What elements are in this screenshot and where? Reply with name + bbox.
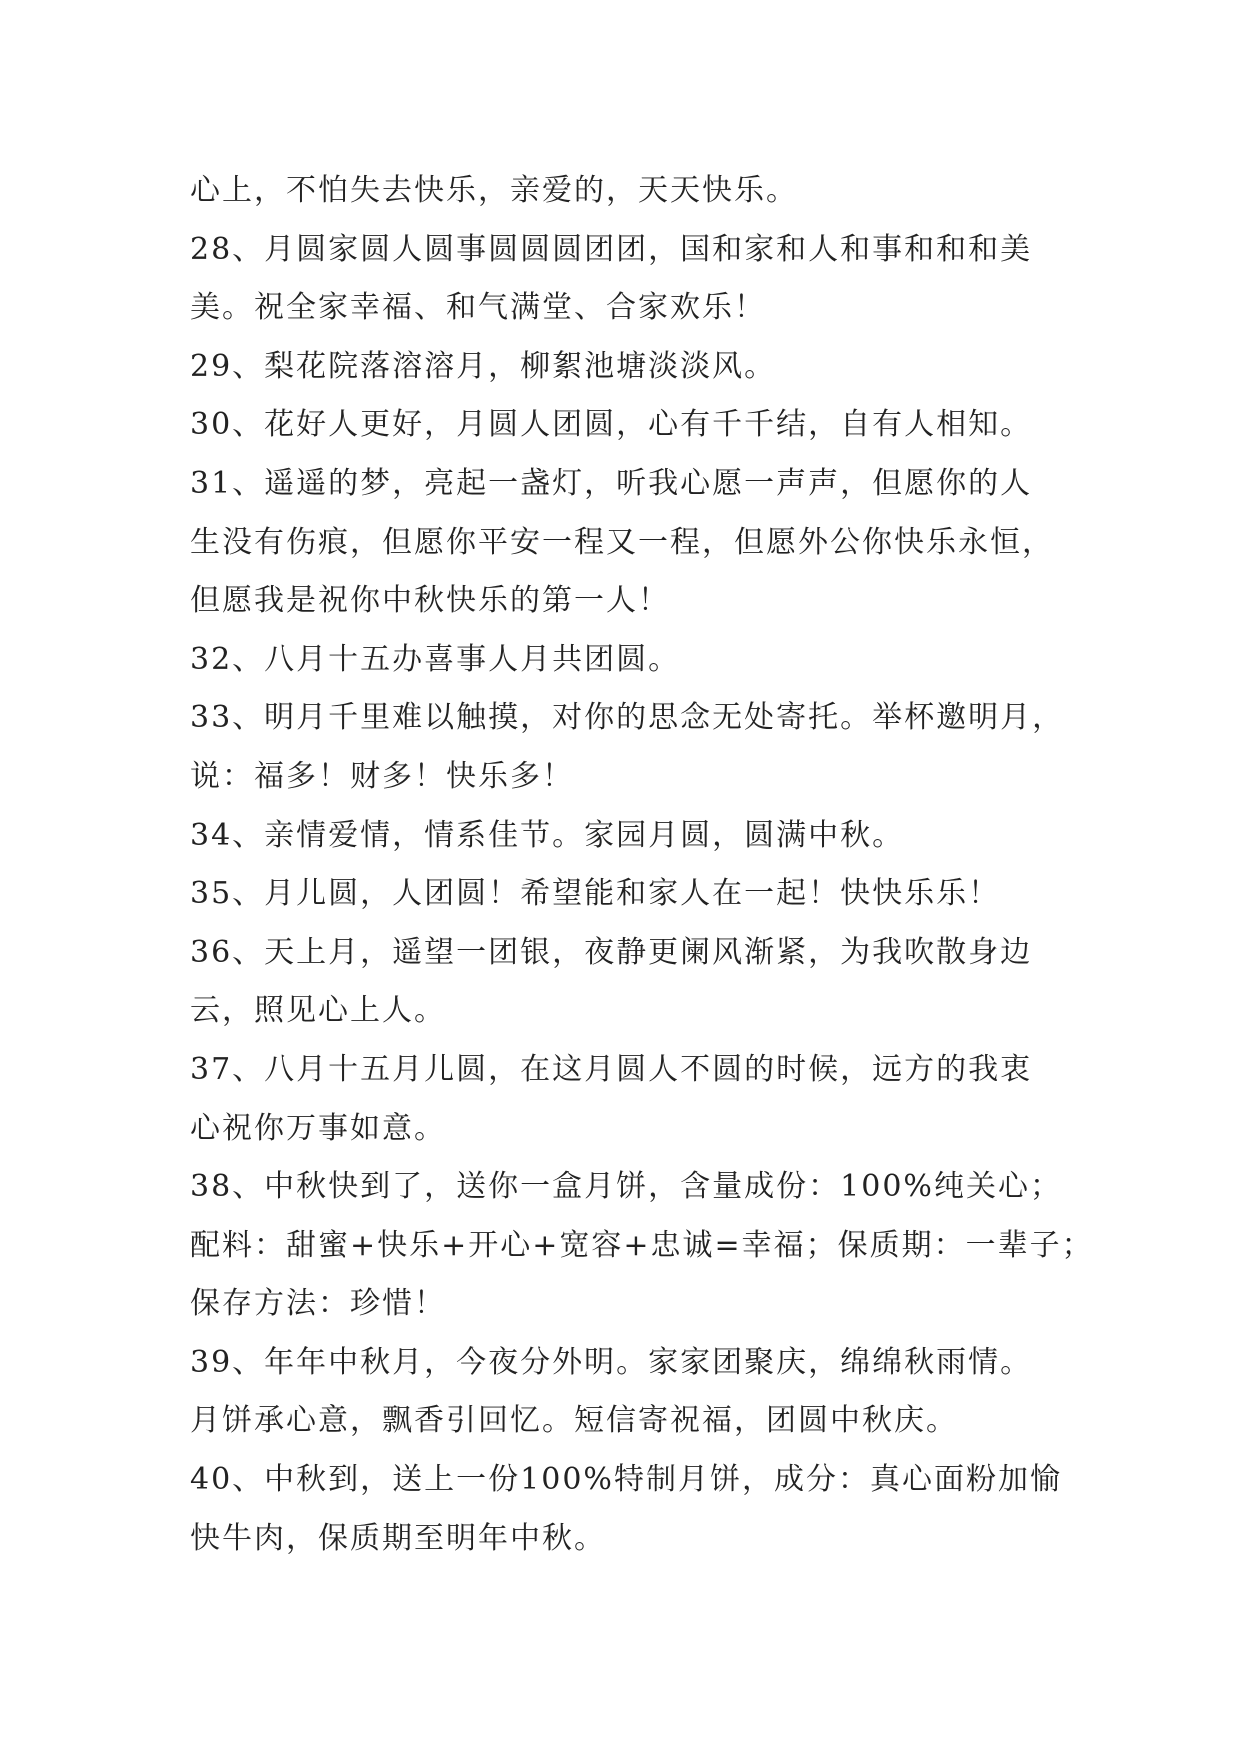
- text-line: 36、天上月，遥望一团银，夜静更阑风渐紧，为我吹散身边: [190, 934, 1033, 970]
- text-line: 但愿我是祝你中秋快乐的第一人！: [190, 583, 670, 619]
- text-line: 35、月儿圆，人团圆！希望能和家人在一起！快快乐乐！: [190, 876, 1001, 912]
- text-line: 31、遥遥的梦，亮起一盏灯，听我心愿一声声，但愿你的人: [190, 465, 1033, 501]
- text-line: 心上，不怕失去快乐，亲爱的，天天快乐。: [190, 173, 798, 208]
- text-line: 32、八月十五办喜事人月共团圆。: [190, 641, 681, 677]
- text-line: 30、花好人更好，月圆人团圆，心有千千结，自有人相知。: [190, 407, 1033, 443]
- text-line: 28、月圆家圆人圆事圆圆圆团团，国和家和人和事和和和美: [190, 231, 1033, 267]
- text-line: 40、中秋到，送上一份100%特制月饼，成分：真心面粉加愉: [190, 1462, 1062, 1498]
- text-line: 心祝你万事如意。: [190, 1110, 446, 1146]
- text-line: 说：福多！财多！快乐多！: [190, 758, 574, 794]
- text-line: 云，照见心上人。: [190, 993, 446, 1029]
- text-line: 快牛肉，保质期至明年中秋。: [190, 1520, 606, 1556]
- text-line: 37、八月十五月儿圆，在这月圆人不圆的时候，远方的我衷: [190, 1051, 1033, 1087]
- text-line: 配料：甜蜜+快乐+开心+宽容+忠诚=幸福；保质期：一辈子；: [190, 1227, 1094, 1263]
- text-line: 29、梨花院落溶溶月，柳絮池塘淡淡风。: [190, 348, 777, 384]
- text-line: 月饼承心意，飘香引回忆。短信寄祝福，团圆中秋庆。: [190, 1403, 958, 1439]
- text-line: 生没有伤痕，但愿你平安一程又一程，但愿外公你快乐永恒，: [190, 524, 1054, 560]
- text-line: 美。祝全家幸福、和气满堂、合家欢乐！: [190, 290, 766, 326]
- text-line: 39、年年中秋月，今夜分外明。家家团聚庆，绵绵秋雨情。: [190, 1344, 1033, 1380]
- text-line: 保存方法：珍惜！: [190, 1286, 446, 1322]
- text-line: 38、中秋快到了，送你一盒月饼，含量成份：100%纯关心；: [190, 1169, 1062, 1205]
- text-line: 33、明月千里难以触摸，对你的思念无处寄托。举杯邀明月，: [190, 700, 1065, 736]
- document-body: [190, 162, 1094, 1568]
- text-line: 34、亲情爱情，情系佳节。家园月圆，圆满中秋。: [190, 817, 905, 853]
